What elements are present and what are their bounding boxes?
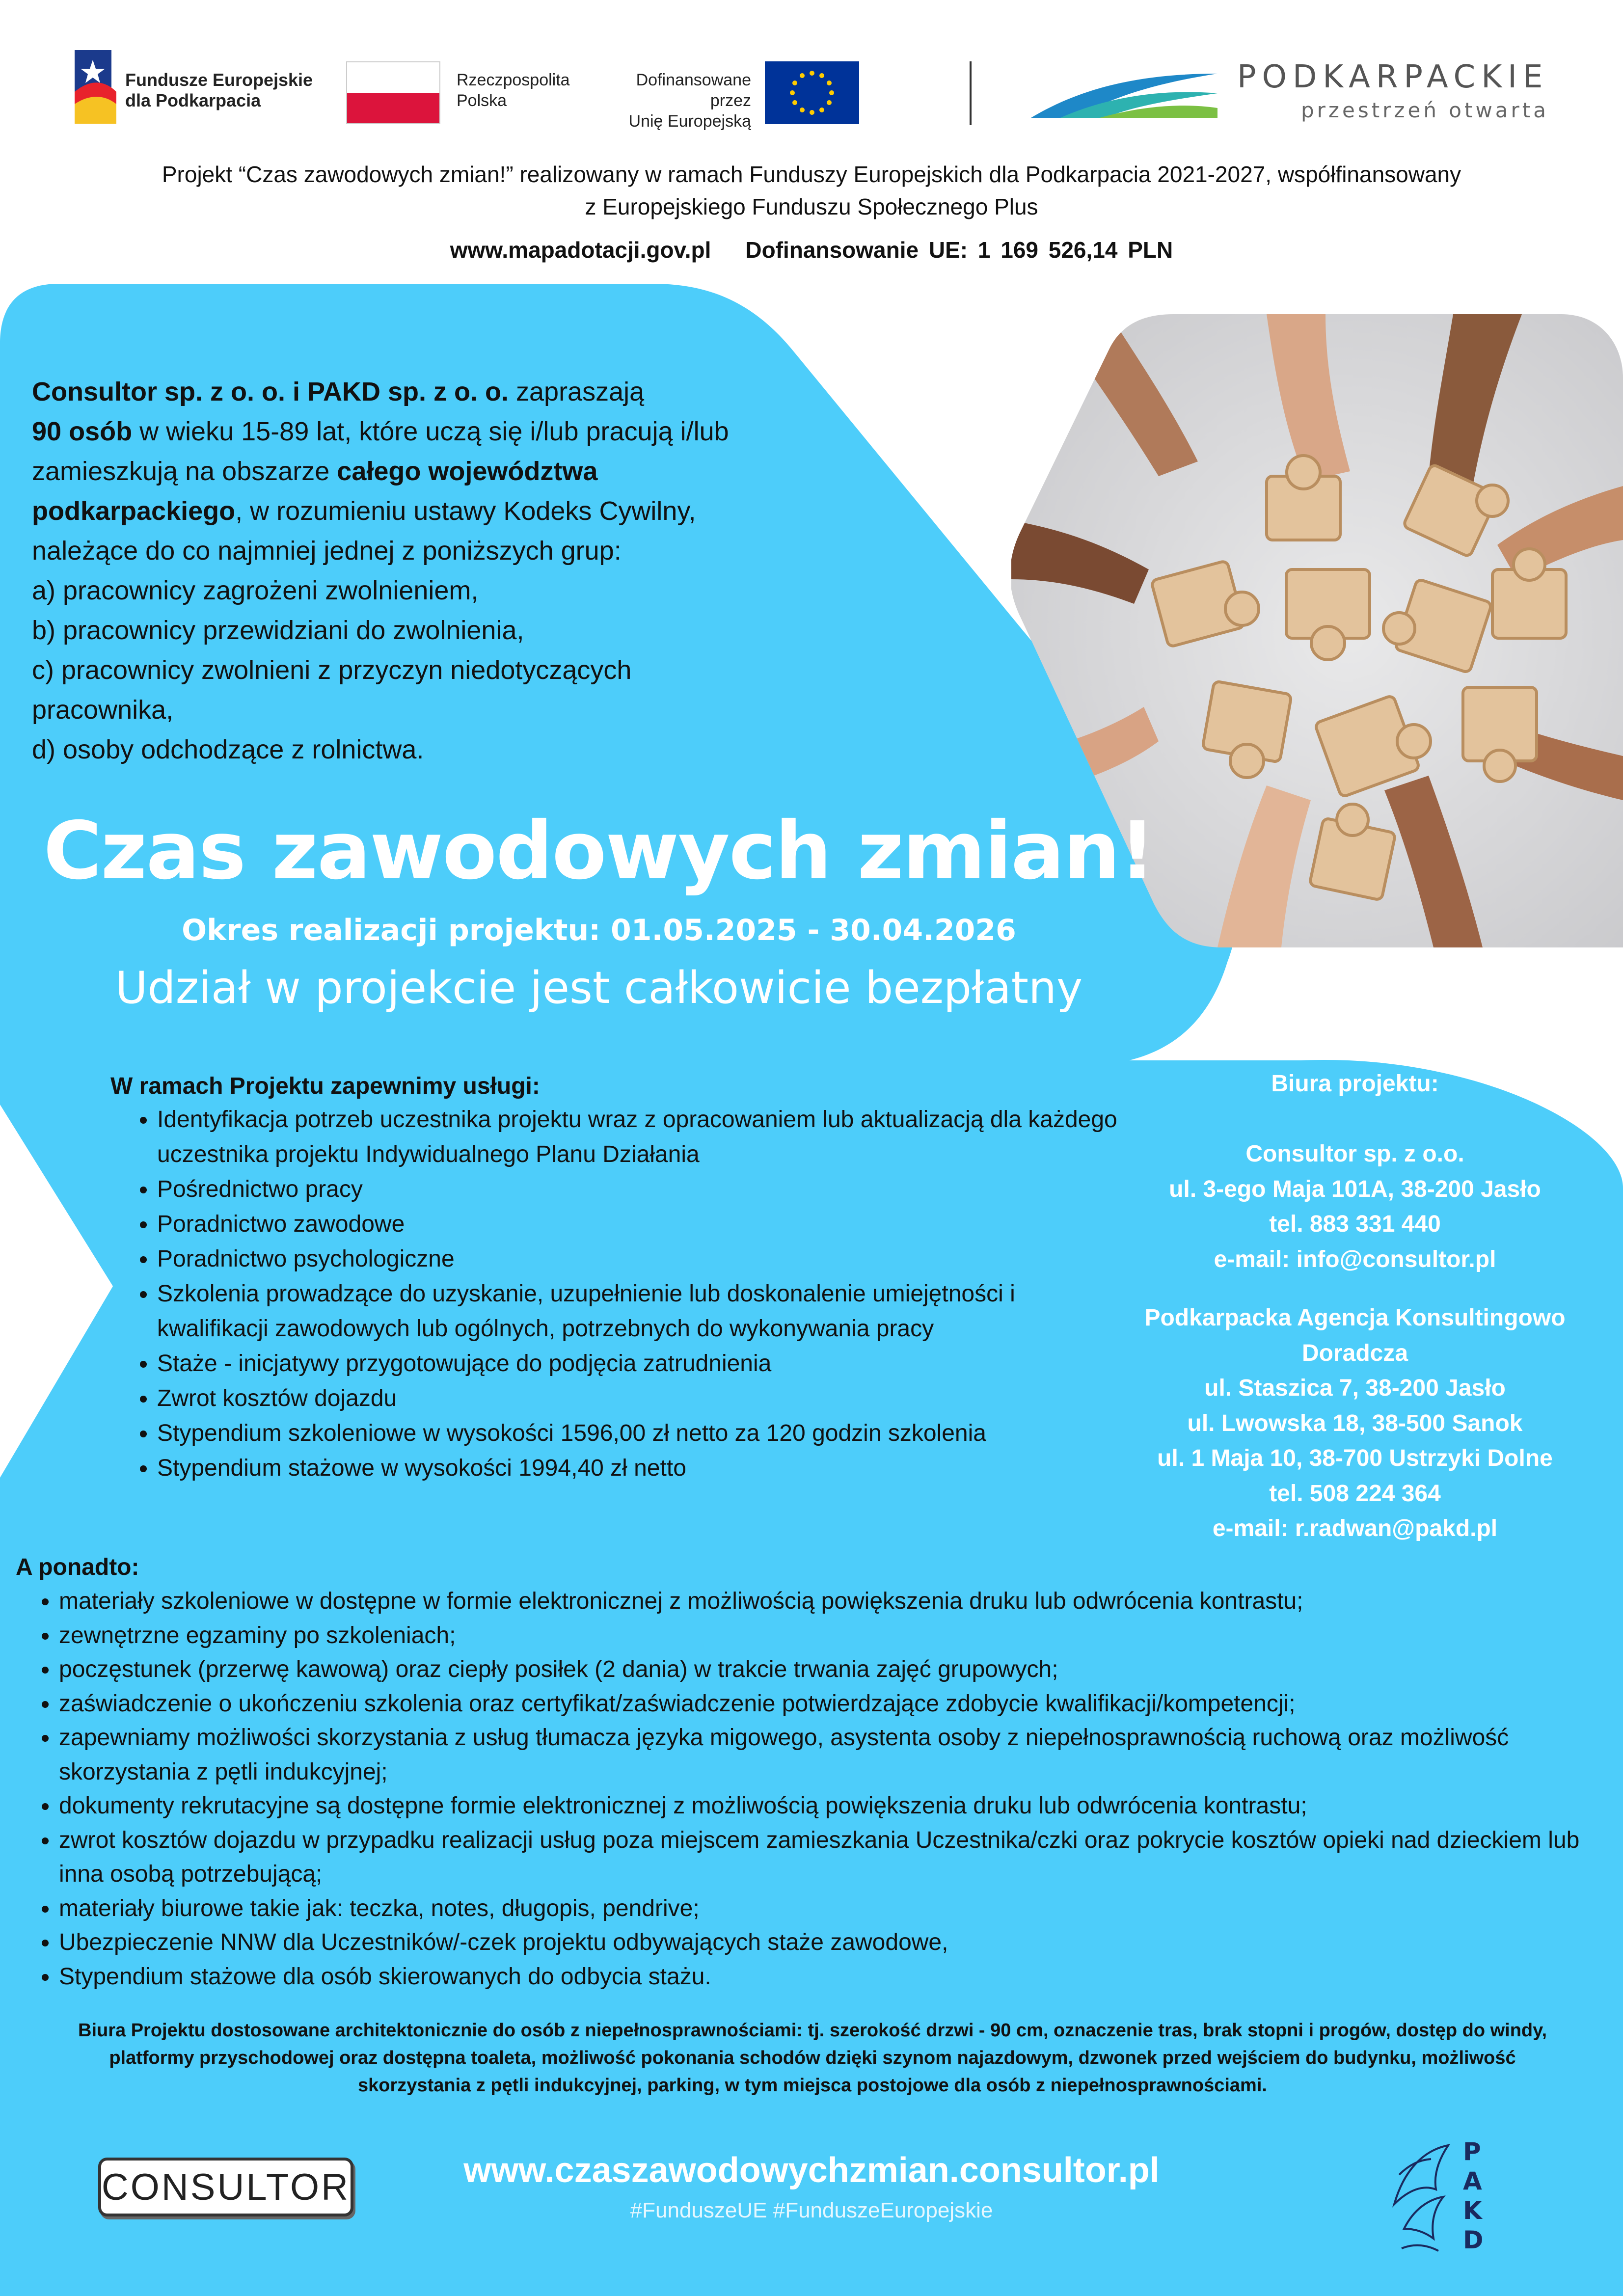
additionally-list (27, 1584, 1605, 1994)
additionally-heading: A ponadto: (16, 1554, 139, 1580)
project-description-line: Projekt “Czas zawodowych zmian!” realizowany w ramach Funduszy Europejskich dla Podkarpacia 2021-2027, współfinansowany (162, 162, 1461, 187)
intro-paragraph (32, 372, 837, 770)
podkarpackie-subtitle: przestrzeń otwarta (1301, 98, 1549, 122)
additional-item: • materiały szkoleniowe w dostępne w formie elektronicznej z możliwością powiększenia druku lub odwrócenia kontrastu; (59, 1584, 1605, 1619)
additional-item: • poczęstunek (przerwę kawową) oraz ciepły posiłek (2 dania) w trakcie trwania zajęć grupowych; (59, 1652, 1605, 1687)
additional-item: • zaświadczenie o ukończeniu szkolenia oraz certyfikat/zaświadczenie potwierdzające zdobycie kwalifikacji/kompetencji; (59, 1687, 1605, 1721)
mapadotacji-link[interactable]: www.mapadotacji.gov.pl (450, 237, 711, 263)
rp-logo-line: Rzeczpospolita (457, 71, 570, 89)
pakd-office-line: ul. Lwowska 18, 38-500 Sanok (1187, 1410, 1523, 1436)
group-item: d) osoby odchodzące z rolnictwa. (32, 735, 424, 764)
polish-flag-icon (346, 61, 440, 124)
additional-item: • materiały biurowe takie jak: teczka, notes, długopis, pendrive; (59, 1891, 1605, 1926)
pakd-logo (1384, 2131, 1488, 2258)
pakd-letter: D (1463, 2226, 1484, 2254)
pakd-letter: K (1463, 2196, 1482, 2225)
group-item: b) pracownicy przewidziani do zwolnienia, (32, 616, 524, 645)
pakd-letter: P (1463, 2137, 1481, 2166)
consultor-email[interactable]: e-mail: info@consultor.pl (1214, 1246, 1496, 1272)
podkarpackie-title: PODKARPACKIE (1237, 59, 1549, 95)
logo-divider (970, 61, 972, 125)
intro-line: należące do co najmniej jednej z poniższych grup: (32, 536, 622, 566)
services-list (128, 1102, 1129, 1486)
project-period: Okres realizacji projektu: 01.05.2025 - 30.04.2026 (182, 913, 1016, 947)
podkarpackie-swoosh-icon (1031, 59, 1217, 123)
region-name: podkarpackiego (32, 496, 236, 526)
service-item: • Zwrot kosztów dojazdu (157, 1381, 1129, 1416)
region-name: całego województwa (337, 457, 598, 486)
fe-logo-line: dla Podkarpacia (125, 90, 261, 110)
eu-logo-line: Unię Europejską (628, 112, 751, 131)
intro-line (32, 412, 837, 452)
pakd-office-line: ul. Staszica 7, 38-200 Jasło (1204, 1375, 1506, 1401)
eu-logo-line: Dofinansowane przez (636, 71, 751, 110)
eu-flag-icon (765, 61, 859, 124)
pakd-letter: A (1463, 2167, 1482, 2195)
project-offices (1109, 1066, 1600, 1546)
free-participation: Udział w projekcie jest całkowicie bezpłatny (115, 962, 1083, 1014)
intro-text: , w rozumieniu ustawy Kodeks Cywilny, (235, 496, 696, 526)
fe-flag-icon (70, 45, 116, 129)
consultor-office-line: Consultor sp. z o.o. (1245, 1141, 1464, 1167)
funding-line (0, 237, 1623, 263)
intro-text: zapraszają (509, 377, 645, 406)
project-description (49, 158, 1574, 223)
group-item: c) pracownicy zwolnieni z przyczyn niedotyczących (32, 655, 632, 685)
project-description-line: z Europejskiego Funduszu Społecznego Plus (585, 194, 1038, 219)
additional-item: • zapewniamy możliwości skorzystania z usług tłumacza języka migowego, asystenta osoby z niepełnosprawnością ruchową oraz możliwość skorzystania z pętli indukcyjnej; (59, 1721, 1605, 1789)
consultor-logo: CONSULTOR (98, 2158, 353, 2216)
service-item: • Stypendium stażowe w wysokości 1994,40 zł netto (157, 1451, 1129, 1486)
rp-logo-line: Polska (457, 91, 507, 110)
organizers-name: Consultor sp. z o. o. i PAKD sp. z o. o. (32, 377, 509, 406)
group-item: pracownika, (32, 695, 174, 725)
service-item: • Pośrednictwo pracy (157, 1172, 1129, 1207)
offices-heading: Biura projektu: (1271, 1071, 1439, 1097)
additional-item: • Stypendium stażowe dla osób skierowanych do odbycia stażu. (59, 1960, 1605, 1994)
additional-item: • zewnętrzne egzaminy po szkoleniach; (59, 1619, 1605, 1653)
service-item: • Szkolenia prowadzące do uzyskanie, uzupełnienie lub doskonalenie umiejętności i kwalifikacji zawodowych lub ogólnych, potrzebnych do wykonywania pracy (157, 1276, 1129, 1346)
pakd-email[interactable]: e-mail: r.radwan@pakd.pl (1212, 1515, 1498, 1541)
additional-item: • zwrot kosztów dojazdu w przypadku realizacji usług poza miejscem zamieszkania Uczestnika/czki oraz pokrycie kosztów opieki nad dzieckiem lub inna osobą potrzebującą; (59, 1823, 1605, 1891)
rp-logo-text (457, 70, 570, 111)
logo-bar (49, 25, 1574, 152)
pakd-office-line: Doradcza (1301, 1340, 1408, 1366)
fe-logo-text (125, 70, 313, 111)
pakd-office-line: Podkarpacka Agencja Konsultingowo (1144, 1305, 1566, 1331)
intro-text: zamieszkują na obszarze (32, 457, 337, 486)
accessibility-note: Biura Projektu dostosowane architektonicznie do osób z niepełnosprawnościami: tj. szerokość drzwi - 90 cm, oznaczenie tras, brak stopni i progów, dostęp do windy, platformy przyschodowej oraz dostępna toaleta, możliwość pokonania schodów dzięki szynom najazdowym, dzwonek przed wejściem do budynku, możliwość skorzystania z pętli indukcyjnej, parking, w tym miejsca postojowe dla osób z niepełnosprawnościami. (78, 2020, 1547, 2096)
pakd-bird-icon (1394, 2145, 1448, 2204)
service-item: • Poradnictwo psychologiczne (157, 1242, 1129, 1276)
pakd-office-line: ul. 1 Maja 10, 38-700 Ustrzyki Dolne (1157, 1445, 1553, 1471)
project-website-link[interactable]: www.czaszawodowychzmian.consultor.pl (463, 2151, 1160, 2190)
consultor-office-line: ul. 3-ego Maja 101A, 38-200 Jasło (1169, 1176, 1541, 1202)
group-item: a) pracownicy zagrożeni zwolnieniem, (32, 576, 479, 605)
services-heading: W ramach Projektu zapewnimy usługi: (110, 1073, 540, 1099)
pakd-phone[interactable]: tel. 508 224 364 (1269, 1480, 1441, 1507)
intro-line (32, 372, 837, 412)
service-item: • Staże - inicjatywy przygotowujące do podjęcia zatrudnienia (157, 1346, 1129, 1381)
funding-amount: Dofinansowanie UE: 1 169 526,14 PLN (745, 237, 1173, 263)
hashtags: #FunduszeUE #FunduszeEuropejskie (630, 2198, 993, 2222)
intro-line (32, 491, 837, 531)
service-item: • Stypendium szkoleniowe w wysokości 1596,00 zł netto za 120 godzin szkolenia (157, 1416, 1129, 1451)
service-item: • Identyfikacja potrzeb uczestnika projektu wraz z opracowaniem lub aktualizacją dla każdego uczestnika projektu Indywidualnego Planu Działania (157, 1102, 1129, 1172)
main-title: Czas zawodowych zmian! (43, 805, 1155, 897)
intro-text: w wieku 15-89 lat, które uczą się i/lub pracują i/lub (132, 417, 729, 446)
additional-item: • Ubezpieczenie NNW dla Uczestników/-czek projektu odbywających staże zawodowe, (59, 1925, 1605, 1960)
intro-line (32, 452, 837, 491)
participant-count: 90 osób (32, 417, 133, 446)
service-item: • Poradnictwo zawodowe (157, 1207, 1129, 1242)
consultor-phone[interactable]: tel. 883 331 440 (1269, 1211, 1441, 1237)
eu-logo-text (614, 70, 751, 132)
fe-logo-line: Fundusze Europejskie (125, 70, 313, 90)
additional-item: • dokumenty rekrutacyjne są dostępne formie elektronicznej z możliwością powiększenia druku lub odwrócenia kontrastu; (59, 1789, 1605, 1823)
